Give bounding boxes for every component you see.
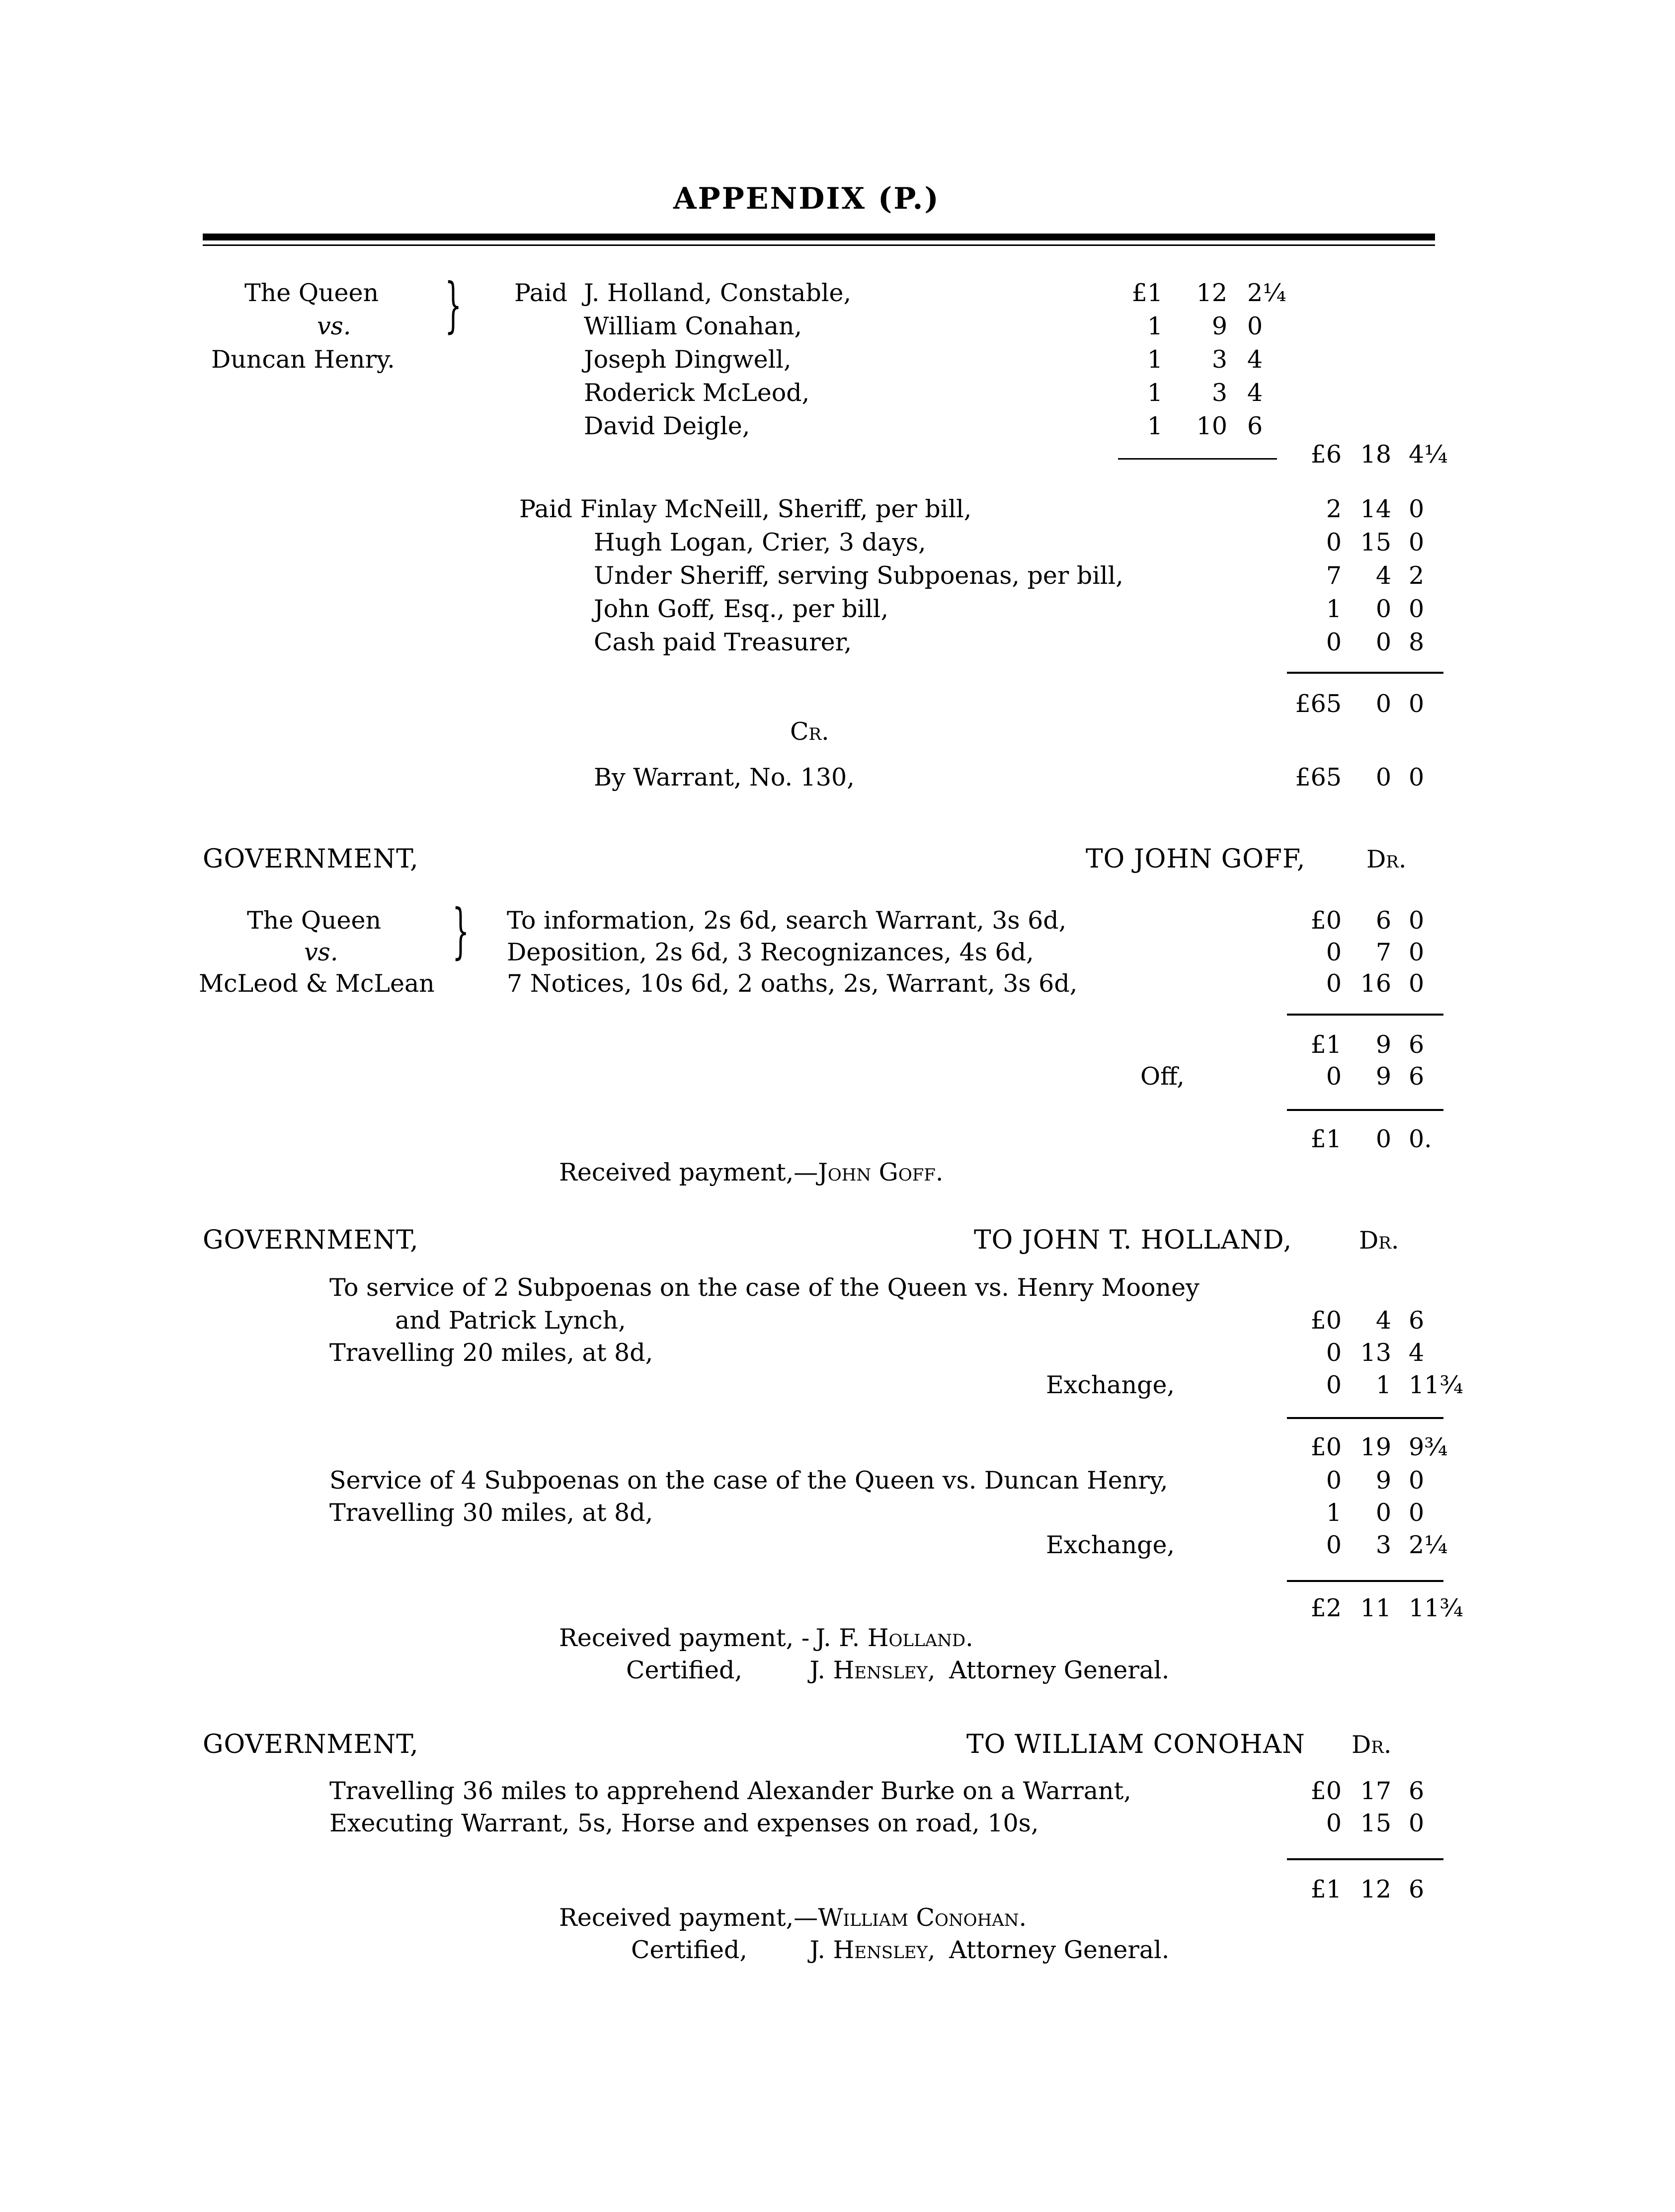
certifier-title: Attorney General.	[949, 1656, 1170, 1684]
amount-pence: 2¼	[1247, 279, 1286, 307]
received-name: John Goff.	[818, 1158, 944, 1186]
subtotal-dash-rule	[1118, 458, 1277, 460]
amount-pence: 8	[1409, 628, 1425, 656]
subtotal-rule	[1287, 1417, 1443, 1419]
certifier-title: Attorney General.	[949, 1936, 1170, 1964]
amount-pounds: 0	[1326, 528, 1342, 556]
total-rule	[1287, 1580, 1443, 1582]
amount-pounds: 1	[1326, 1499, 1342, 1527]
certifier-name: J. Hensley,	[809, 1656, 936, 1684]
amount-pounds: £2	[1310, 1594, 1342, 1622]
amount-shillings: 6	[1375, 906, 1391, 935]
amount-pence: 6	[1247, 412, 1263, 440]
expense-text: Under Sheriff, serving Subpoenas, per bill,	[594, 561, 1123, 590]
amount-pence: 6	[1409, 1875, 1425, 1903]
payee-heading: TO JOHN T. HOLLAND,	[974, 1225, 1292, 1255]
amount-pence: 0	[1409, 938, 1425, 966]
amount-pounds: 1	[1147, 345, 1163, 374]
case-brace: }	[445, 271, 462, 340]
service-line: To service of 2 Subpoenas on the case of the Queen vs. Henry Mooney	[329, 1273, 1199, 1302]
amount-shillings: 9	[1375, 1466, 1391, 1495]
case-brace: }	[452, 897, 470, 966]
amount-pounds: 0	[1326, 938, 1342, 966]
amount-shillings: 10	[1196, 412, 1227, 440]
received-label: Received payment, -	[559, 1624, 810, 1652]
amount-pence: 6	[1409, 1777, 1425, 1805]
amount-pence: 9¾	[1409, 1433, 1448, 1461]
debit-label: Dr.	[1359, 1226, 1399, 1255]
amount-pence: 4	[1247, 379, 1263, 407]
warrant-text: By Warrant, No. 130,	[594, 763, 855, 791]
debit-label: Dr.	[1352, 1731, 1392, 1759]
amount-shillings: 0	[1375, 628, 1391, 656]
amount-pence: 2¼	[1409, 1531, 1448, 1559]
fee-text: 7 Notices, 10s 6d, 2 oaths, 2s, Warrant, 3s 6d,	[507, 969, 1078, 998]
page-title: APPENDIX (P.)	[673, 181, 940, 216]
amount-pence: 4	[1409, 1339, 1425, 1367]
amount-pounds: £0	[1310, 1306, 1342, 1335]
government-heading: GOVERNMENT,	[203, 1225, 419, 1255]
amount-pence: 0	[1409, 906, 1425, 935]
payee-name: Joseph Dingwell,	[584, 345, 792, 374]
amount-pounds: £6	[1310, 440, 1342, 469]
total-rule	[1287, 672, 1443, 674]
payee-name: J. Holland, Constable,	[584, 279, 852, 307]
amount-shillings: 0	[1375, 690, 1391, 718]
amount-pence: 0	[1247, 312, 1263, 340]
amount-shillings: 9	[1211, 312, 1227, 340]
fee-text: Deposition, 2s 6d, 3 Recognizances, 4s 6d,	[507, 938, 1034, 966]
amount-pounds: 0	[1326, 628, 1342, 656]
amount-shillings: 13	[1360, 1339, 1391, 1367]
amount-pounds: £1	[1131, 279, 1163, 307]
total-rule	[1287, 1858, 1443, 1860]
amount-shillings: 12	[1196, 279, 1227, 307]
amount-pence: 4¼	[1409, 440, 1448, 469]
off-label: Off,	[1140, 1062, 1185, 1091]
amount-shillings: 0	[1375, 595, 1391, 623]
amount-pence: 0	[1409, 969, 1425, 998]
amount-pounds: £65	[1295, 690, 1342, 718]
travel-text: Travelling 30 miles, at 8d,	[329, 1499, 653, 1527]
amount-pounds: 1	[1147, 312, 1163, 340]
debit-label: Dr.	[1366, 845, 1407, 873]
amount-pounds: 0	[1326, 1466, 1342, 1495]
amount-pounds: 0	[1326, 1062, 1342, 1091]
received-line	[559, 1160, 943, 1185]
amount-pence: 6	[1409, 1062, 1425, 1091]
received-name: J. F. Holland.	[815, 1624, 973, 1652]
amount-pence: 11¾	[1409, 1594, 1463, 1622]
amount-pounds: £0	[1310, 906, 1342, 935]
case-name-line-1: The Queen	[247, 906, 382, 935]
amount-pence: 0	[1409, 495, 1425, 523]
amount-shillings: 12	[1360, 1875, 1391, 1903]
amount-pounds: £1	[1310, 1125, 1342, 1153]
expense-text: John Goff, Esq., per bill,	[594, 595, 889, 623]
amount-pence: 11¾	[1409, 1371, 1463, 1399]
amount-pence: 0	[1409, 1809, 1425, 1837]
amount-pounds: 1	[1147, 379, 1163, 407]
case-name-line-3: Duncan Henry.	[211, 345, 395, 374]
amount-shillings: 3	[1211, 379, 1227, 407]
amount-pence: 0.	[1409, 1125, 1432, 1153]
case-name-line-1: The Queen	[244, 279, 379, 307]
certified-line	[631, 1938, 1169, 1962]
amount-shillings: 3	[1211, 345, 1227, 374]
payee-heading: TO JOHN GOFF,	[1086, 844, 1306, 874]
received-label: Received payment,—	[559, 1158, 818, 1186]
amount-shillings: 17	[1360, 1777, 1391, 1805]
amount-pounds: £1	[1310, 1030, 1342, 1059]
title-rule-thick	[203, 234, 1435, 240]
amount-pounds: £0	[1310, 1777, 1342, 1805]
service-text: Service of 4 Subpoenas on the case of the Queen vs. Duncan Henry,	[329, 1466, 1168, 1495]
title-rule-thin	[203, 244, 1435, 246]
amount-pounds: 0	[1326, 969, 1342, 998]
expense-text: Travelling 36 miles to apprehend Alexander Burke on a Warrant,	[329, 1777, 1131, 1805]
exchange-label: Exchange,	[1046, 1371, 1175, 1399]
amount-pounds: 0	[1326, 1339, 1342, 1367]
fee-text: To information, 2s 6d, search Warrant, 3s 6d,	[507, 906, 1067, 935]
amount-shillings: 0	[1375, 1125, 1391, 1153]
travel-text: Travelling 20 miles, at 8d,	[329, 1339, 653, 1367]
amount-shillings: 9	[1375, 1030, 1391, 1059]
expense-text: Cash paid Treasurer,	[594, 628, 852, 656]
amount-shillings: 19	[1360, 1433, 1391, 1461]
payee-name: David Deigle,	[584, 412, 750, 440]
amount-shillings: 1	[1375, 1371, 1391, 1399]
certified-line	[626, 1658, 1169, 1682]
amount-shillings: 3	[1375, 1531, 1391, 1559]
payee-heading: TO WILLIAM CONOHAN	[966, 1730, 1305, 1759]
amount-pounds: 1	[1326, 595, 1342, 623]
case-name-line-3: McLeod & McLean	[199, 969, 435, 998]
received-label: Received payment,—	[559, 1903, 818, 1932]
expense-text: Executing Warrant, 5s, Horse and expenses on road, 10s,	[329, 1809, 1039, 1837]
certified-label: Certified,	[626, 1656, 742, 1684]
payee-name: Roderick McLeod,	[584, 379, 810, 407]
amount-shillings: 15	[1360, 1809, 1391, 1837]
amount-pence: 0	[1409, 1466, 1425, 1495]
case-name-line-2: vs.	[304, 938, 338, 966]
received-name: William Conohan.	[818, 1903, 1027, 1932]
exchange-label: Exchange,	[1046, 1531, 1175, 1559]
expense-text: Hugh Logan, Crier, 3 days,	[594, 528, 926, 556]
amount-shillings: 15	[1360, 528, 1391, 556]
amount-shillings: 9	[1375, 1062, 1391, 1091]
amount-shillings: 7	[1375, 938, 1391, 966]
received-line	[559, 1626, 973, 1650]
amount-shillings: 11	[1360, 1594, 1391, 1622]
amount-pence: 4	[1247, 345, 1263, 374]
payee-name: William Conahan,	[584, 312, 802, 340]
amount-pence: 0	[1409, 763, 1425, 791]
amount-pence: 0	[1409, 1499, 1425, 1527]
amount-shillings: 16	[1360, 969, 1391, 998]
paid-label: Paid	[514, 279, 568, 307]
government-heading: GOVERNMENT,	[203, 1730, 419, 1759]
amount-pounds: £0	[1310, 1433, 1342, 1461]
case-name-line-2: vs.	[317, 312, 351, 340]
amount-pounds: 0	[1326, 1809, 1342, 1837]
amount-pence: 0	[1409, 690, 1425, 718]
received-line	[559, 1905, 1027, 1930]
amount-pounds: 7	[1326, 561, 1342, 590]
certified-label: Certified,	[631, 1936, 747, 1964]
credit-label: Cr.	[790, 717, 829, 746]
total-rule	[1287, 1109, 1443, 1111]
amount-shillings: 14	[1360, 495, 1391, 523]
amount-pence: 0	[1409, 528, 1425, 556]
amount-shillings: 4	[1375, 1306, 1391, 1335]
certifier-name: J. Hensley,	[809, 1936, 936, 1964]
amount-pounds: £1	[1310, 1875, 1342, 1903]
subtotal-rule	[1287, 1014, 1443, 1016]
amount-pounds: 0	[1326, 1371, 1342, 1399]
amount-shillings: 4	[1375, 561, 1391, 590]
amount-shillings: 18	[1360, 440, 1391, 469]
service-text: and Patrick Lynch,	[395, 1306, 626, 1335]
amount-pence: 2	[1409, 561, 1425, 590]
amount-shillings: 0	[1375, 763, 1391, 791]
amount-shillings: 0	[1375, 1499, 1391, 1527]
amount-pounds: 2	[1326, 495, 1342, 523]
amount-pence: 6	[1409, 1030, 1425, 1059]
amount-pence: 6	[1409, 1306, 1425, 1335]
amount-pounds: £65	[1295, 763, 1342, 791]
expense-text: Paid Finlay McNeill, Sheriff, per bill,	[519, 495, 972, 523]
government-heading: GOVERNMENT,	[203, 844, 419, 874]
amount-pence: 0	[1409, 595, 1425, 623]
amount-pounds: 0	[1326, 1531, 1342, 1559]
amount-pounds: 1	[1147, 412, 1163, 440]
